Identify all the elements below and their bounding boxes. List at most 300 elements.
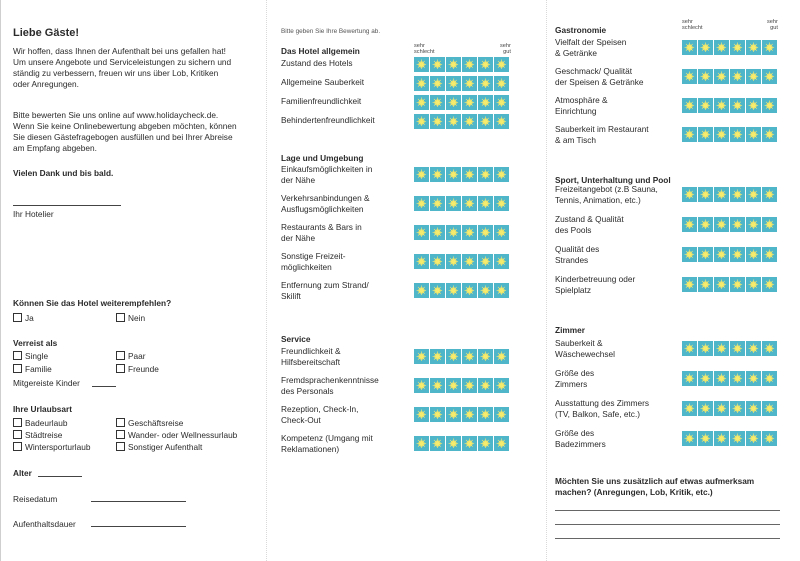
sun-icon[interactable] [494,167,509,182]
rating-label-line: Kinderbetreuung oder [555,274,636,284]
rating-scale [414,114,509,129]
sun-icon[interactable] [714,431,729,446]
sun-icon[interactable] [762,69,777,84]
rating-label-line: Fremdsprachenkenntnisse [281,375,379,385]
rating-scale [682,217,777,232]
sun-icon[interactable] [730,431,745,446]
sun-icon[interactable] [446,196,461,211]
sun-icon[interactable] [478,114,493,129]
sun-icon[interactable] [682,431,697,446]
sun-icon[interactable] [430,407,445,422]
rating-scale [414,196,509,211]
sun-icon[interactable] [698,431,713,446]
section-heading-hotel: Das Hotel allgemein [281,46,360,56]
sun-icon[interactable] [462,167,477,182]
rating-label-line: der Nähe [281,174,316,185]
sun-icon[interactable] [478,196,493,211]
checkbox-label: Wintersporturlaub [25,442,91,452]
checkbox-business[interactable] [116,418,183,428]
rating-scale [414,349,509,364]
sun-icon[interactable] [682,247,697,262]
checkbox-label: Paar [128,351,146,361]
sun-icon[interactable] [462,95,477,110]
checkbox-box[interactable] [116,430,125,439]
checkbox-box[interactable] [116,313,125,322]
text-line: Sie diesen Gästefragebogen ausfüllen und bei Ihrer Abreise [13,132,233,142]
rating-label-line: Sonstige Freizeit- [281,251,346,261]
sun-icon[interactable] [494,95,509,110]
stay-length-input-line[interactable] [91,526,186,527]
checkbox-no[interactable] [116,313,145,323]
checkbox-city[interactable] [13,430,62,440]
sun-icon[interactable] [462,378,477,393]
rating-scale [682,401,777,416]
sun-icon[interactable] [746,187,761,202]
sun-icon[interactable] [478,225,493,240]
rating-label [555,428,606,449]
travel-heading: Verreist als [13,338,58,348]
sun-icon[interactable] [414,167,429,182]
checkbox-label: Badeurlaub [25,418,68,428]
sun-icon[interactable] [414,95,429,110]
sun-icon[interactable] [494,378,509,393]
rating-label-line: Kompetenz (Umgang mit [281,433,373,443]
sun-icon[interactable] [430,283,445,298]
sun-icon[interactable] [462,114,477,129]
sun-icon[interactable] [730,277,745,292]
rating-label-line: des Personals [281,385,334,396]
sun-icon[interactable] [430,349,445,364]
sun-icon[interactable] [462,57,477,72]
sun-icon[interactable] [714,217,729,232]
feedback-question [555,476,754,498]
sun-icon[interactable] [462,225,477,240]
sun-icon[interactable] [446,57,461,72]
sun-icon[interactable] [430,378,445,393]
sun-icon[interactable] [494,349,509,364]
rating-label-line: Entfernung zum Strand/ [281,280,369,290]
sun-icon[interactable] [682,217,697,232]
sun-icon[interactable] [698,277,713,292]
sun-icon[interactable] [714,69,729,84]
rating-label-line: Freizeitangebot (z.B Sauna, [555,184,658,194]
sun-icon[interactable] [478,378,493,393]
sun-icon[interactable] [762,341,777,356]
travel-date-input-line[interactable] [91,501,186,502]
checkbox-box[interactable] [116,351,125,360]
rating-label [281,251,346,272]
sun-icon[interactable] [446,283,461,298]
checkbox-box[interactable] [13,430,22,439]
rating-scale [414,225,509,240]
sun-icon[interactable] [446,254,461,269]
rating-label-line: Vielfalt der Speisen [555,37,627,47]
sun-icon[interactable] [698,127,713,142]
sun-icon[interactable] [494,76,509,91]
rating-label [555,244,599,265]
rating-label-line: Einrichtung [555,105,597,116]
checkbox-box[interactable] [13,313,22,322]
rating-scale [682,371,777,386]
text-line: ständig zu verbessern, freuen wir uns über Lob, Kritiken [13,68,219,78]
sun-icon[interactable] [746,277,761,292]
checkbox-couple[interactable] [116,351,146,361]
sun-icon[interactable] [478,57,493,72]
sun-icon[interactable] [746,98,761,113]
rating-label [281,164,372,185]
sun-icon[interactable] [698,341,713,356]
age-input-line[interactable] [38,476,82,477]
rating-intro: Bitte geben Sie Ihre Bewertung ab. [281,28,381,35]
rating-label-line: Reklamationen) [281,443,340,454]
sun-icon[interactable] [494,225,509,240]
rating-scale [414,407,509,422]
rating-label [555,274,635,295]
rating-label-line: der Nähe [281,232,316,243]
age-label: Alter [13,468,32,478]
sun-icon[interactable] [762,187,777,202]
sun-icon[interactable] [762,431,777,446]
checkbox-label: Wander- oder Wellnessurlaub [128,430,238,440]
sun-icon[interactable] [762,371,777,386]
sun-icon[interactable] [746,371,761,386]
sun-icon[interactable] [446,225,461,240]
sun-icon[interactable] [730,187,745,202]
sun-icon[interactable] [698,187,713,202]
rating-label [555,368,594,389]
scale-text: gut [770,25,778,31]
rating-label-line: Ausstattung des Zimmers [555,398,650,408]
rating-label-line: Badezimmers [555,438,606,449]
rating-label-line: Ausflugsmöglichkeiten [281,203,364,214]
sun-icon[interactable] [462,436,477,451]
sun-icon[interactable] [414,407,429,422]
rating-label [281,193,370,214]
rating-label-line: & Getränke [555,47,597,58]
sun-icon[interactable] [430,196,445,211]
rating-label-line: Rezeption, Check-In, [281,404,359,414]
sun-icon[interactable] [730,371,745,386]
sun-icon[interactable] [494,254,509,269]
sun-icon[interactable] [730,247,745,262]
rating-label [281,433,373,454]
section-heading-service: Service [281,334,311,344]
scale-text: sehr [500,43,511,49]
sun-icon[interactable] [446,349,461,364]
sun-icon[interactable] [414,436,429,451]
scale-text: sehr [767,19,778,25]
sun-icon[interactable] [698,371,713,386]
rating-label-line: Familienfreundlichkeit [281,96,362,106]
checkbox-box[interactable] [116,442,125,451]
sun-icon[interactable] [430,225,445,240]
sun-icon[interactable] [746,431,761,446]
rating-label-line: Sauberkeit im Restaurant [555,124,649,134]
sun-icon[interactable] [446,436,461,451]
rating-scale [682,341,777,356]
scale-low [682,19,703,31]
sun-icon[interactable] [746,247,761,262]
rating-label-line: Spielplatz [555,284,591,295]
sun-icon[interactable] [682,98,697,113]
scale-text: schlecht [414,49,435,55]
sun-icon[interactable] [478,76,493,91]
sun-icon[interactable] [446,167,461,182]
rating-scale [682,127,777,142]
rating-label [555,95,608,116]
sun-icon[interactable] [730,69,745,84]
sun-icon[interactable] [762,277,777,292]
sun-icon[interactable] [478,283,493,298]
sun-icon[interactable] [414,283,429,298]
checkbox-label: Ja [25,313,34,323]
scale-text: sehr [414,43,425,49]
checkbox-box[interactable] [13,351,22,360]
sun-icon[interactable] [446,76,461,91]
sun-icon[interactable] [698,247,713,262]
sun-icon[interactable] [494,196,509,211]
sun-icon[interactable] [762,98,777,113]
rating-scale [682,40,777,55]
sun-icon[interactable] [430,57,445,72]
scale-high [500,43,511,55]
rating-label [281,115,375,126]
checkbox-box[interactable] [13,442,22,451]
rating-label [281,375,379,396]
signature-text: Ihr Hotelier [13,209,54,219]
sun-icon[interactable] [714,40,729,55]
fold-line-1 [266,0,267,561]
section-heading-gastronomy: Gastronomie [555,25,607,35]
rating-label-line: Einkaufsmöglichkeiten in [281,164,373,174]
rating-scale [682,277,777,292]
rating-label-line: Allgemeine Sauberkeit [281,77,365,87]
sun-icon[interactable] [414,254,429,269]
sun-icon[interactable] [746,401,761,416]
feedback-line: Möchten Sie uns zusätzlich auf etwas aufmerksam [555,476,755,486]
rating-label-line: des Pools [555,224,592,235]
sun-icon[interactable] [478,349,493,364]
sun-icon[interactable] [730,341,745,356]
sun-icon[interactable] [730,98,745,113]
sun-icon[interactable] [446,378,461,393]
text-line: Um unsere Angebote und Serviceleistungen zu sichern und [13,57,232,67]
sun-icon[interactable] [494,114,509,129]
sun-icon[interactable] [762,247,777,262]
sun-icon[interactable] [714,127,729,142]
checkbox-family[interactable] [13,364,52,374]
rating-label-line: Zustand des Hotels [281,58,353,68]
sun-icon[interactable] [414,349,429,364]
sun-icon[interactable] [714,187,729,202]
stay-length-label: Aufenthaltsdauer [13,519,76,529]
rating-label-line: Geschmack/ Qualität [555,66,633,76]
feedback-input-line[interactable] [555,524,780,525]
sun-icon[interactable] [682,40,697,55]
sun-icon[interactable] [446,95,461,110]
sun-icon[interactable] [682,69,697,84]
sun-icon[interactable] [414,114,429,129]
sun-icon[interactable] [714,98,729,113]
greeting-paragraph-1 [13,46,231,90]
checkbox-yes[interactable] [13,313,34,323]
column-ratings-1 [280,0,542,561]
sun-icon[interactable] [462,196,477,211]
sun-icon[interactable] [494,436,509,451]
scale-low [414,43,435,55]
sun-icon[interactable] [682,127,697,142]
sun-icon[interactable] [462,349,477,364]
sun-icon[interactable] [478,407,493,422]
sun-icon[interactable] [478,254,493,269]
rating-scale [414,283,509,298]
text-line: am Empfang abgeben. [13,143,97,153]
sun-icon[interactable] [746,341,761,356]
sun-icon[interactable] [494,57,509,72]
rating-label-line: Zimmers [555,378,588,389]
rating-label-line: der Speisen & Getränke [555,76,644,87]
sun-icon[interactable] [414,378,429,393]
children-input-line[interactable] [92,386,116,387]
rating-label-line: Atmosphäre & [555,95,608,105]
sun-icon[interactable] [730,127,745,142]
sun-icon[interactable] [462,76,477,91]
sun-icon[interactable] [762,40,777,55]
scale-text: sehr [682,19,693,25]
checkbox-box[interactable] [116,418,125,427]
sun-icon[interactable] [698,98,713,113]
sun-icon[interactable] [478,95,493,110]
sun-icon[interactable] [414,225,429,240]
sun-icon[interactable] [682,371,697,386]
rating-scale [414,254,509,269]
sun-icon[interactable] [462,407,477,422]
sun-icon[interactable] [494,407,509,422]
rating-label [555,37,626,58]
checkbox-single[interactable] [13,351,48,361]
sun-icon[interactable] [714,247,729,262]
checkbox-label: Single [25,351,49,361]
sun-icon[interactable] [682,401,697,416]
rating-scale [682,187,777,202]
sun-icon[interactable] [414,57,429,72]
sun-icon[interactable] [430,76,445,91]
rating-label [281,222,362,243]
sun-icon[interactable] [462,254,477,269]
checkbox-label: Familie [25,364,52,374]
sun-icon[interactable] [478,436,493,451]
rating-scale [682,247,777,262]
sun-icon[interactable] [494,283,509,298]
checkbox-hiking[interactable] [116,430,237,440]
signature-line [13,205,121,206]
sun-icon[interactable] [446,407,461,422]
sun-icon[interactable] [430,167,445,182]
feedback-input-line[interactable] [555,510,780,511]
rating-scale [414,378,509,393]
checkbox-label: Freunde [128,364,159,374]
checkbox-friends[interactable] [116,364,159,374]
checkbox-box[interactable] [116,364,125,373]
sun-icon[interactable] [446,114,461,129]
sun-icon[interactable] [698,401,713,416]
sun-icon[interactable] [462,283,477,298]
rating-label [555,124,649,145]
rating-label-line: Sauberkeit & [555,338,603,348]
sun-icon[interactable] [714,341,729,356]
sun-icon[interactable] [682,277,697,292]
rating-label-line: Behindertenfreundlichkeit [281,115,375,125]
rating-label-line: Freundlichkeit & [281,346,341,356]
sun-icon[interactable] [714,371,729,386]
sun-icon[interactable] [714,277,729,292]
sun-icon[interactable] [682,341,697,356]
sun-icon[interactable] [730,401,745,416]
sun-icon[interactable] [698,40,713,55]
checkbox-other[interactable] [116,442,202,452]
checkbox-label: Städtreise [25,430,63,440]
rating-label [555,214,624,235]
checkbox-label: Geschäftsreise [128,418,184,428]
sun-icon[interactable] [714,401,729,416]
sun-icon[interactable] [730,40,745,55]
sun-icon[interactable] [746,217,761,232]
rating-label [281,58,352,69]
rating-scale [682,431,777,446]
column-ratings-2 [554,0,794,561]
sun-icon[interactable] [746,40,761,55]
sun-icon[interactable] [762,127,777,142]
sun-icon[interactable] [414,196,429,211]
rating-label-line: Größe des [555,368,595,378]
section-heading-sport: Sport, Unterhaltung und Pool [555,175,671,185]
rating-label [281,404,358,425]
sun-icon[interactable] [430,254,445,269]
sun-icon[interactable] [682,187,697,202]
sun-icon[interactable] [430,436,445,451]
column-greeting [13,0,263,561]
checkbox-beach[interactable] [13,418,67,428]
sun-icon[interactable] [746,69,761,84]
rating-label [281,96,361,107]
sun-icon[interactable] [730,217,745,232]
sun-icon[interactable] [762,217,777,232]
sun-icon[interactable] [698,217,713,232]
rating-label [555,184,658,205]
sun-icon[interactable] [430,95,445,110]
sun-icon[interactable] [746,127,761,142]
rating-label-line: Hilfsbereitschaft [281,356,341,367]
sun-icon[interactable] [430,114,445,129]
checkbox-winter[interactable] [13,442,90,452]
sun-icon[interactable] [478,167,493,182]
sun-icon[interactable] [414,76,429,91]
feedback-input-line[interactable] [555,538,780,539]
rating-label-line: Skilift [281,290,301,301]
sun-icon[interactable] [698,69,713,84]
rating-scale [414,95,509,110]
scale-high [767,19,778,31]
checkbox-box[interactable] [13,418,22,427]
checkbox-box[interactable] [13,364,22,373]
feedback-line: machen? (Anregungen, Lob, Kritik, etc.) [555,487,713,497]
rating-scale [414,167,509,182]
sun-icon[interactable] [762,401,777,416]
fold-line-2 [546,0,547,561]
recommend-question: Können Sie das Hotel weiterempfehlen? [13,298,172,308]
rating-label [281,280,369,301]
rating-label-line: Restaurants & Bars in [281,222,362,232]
